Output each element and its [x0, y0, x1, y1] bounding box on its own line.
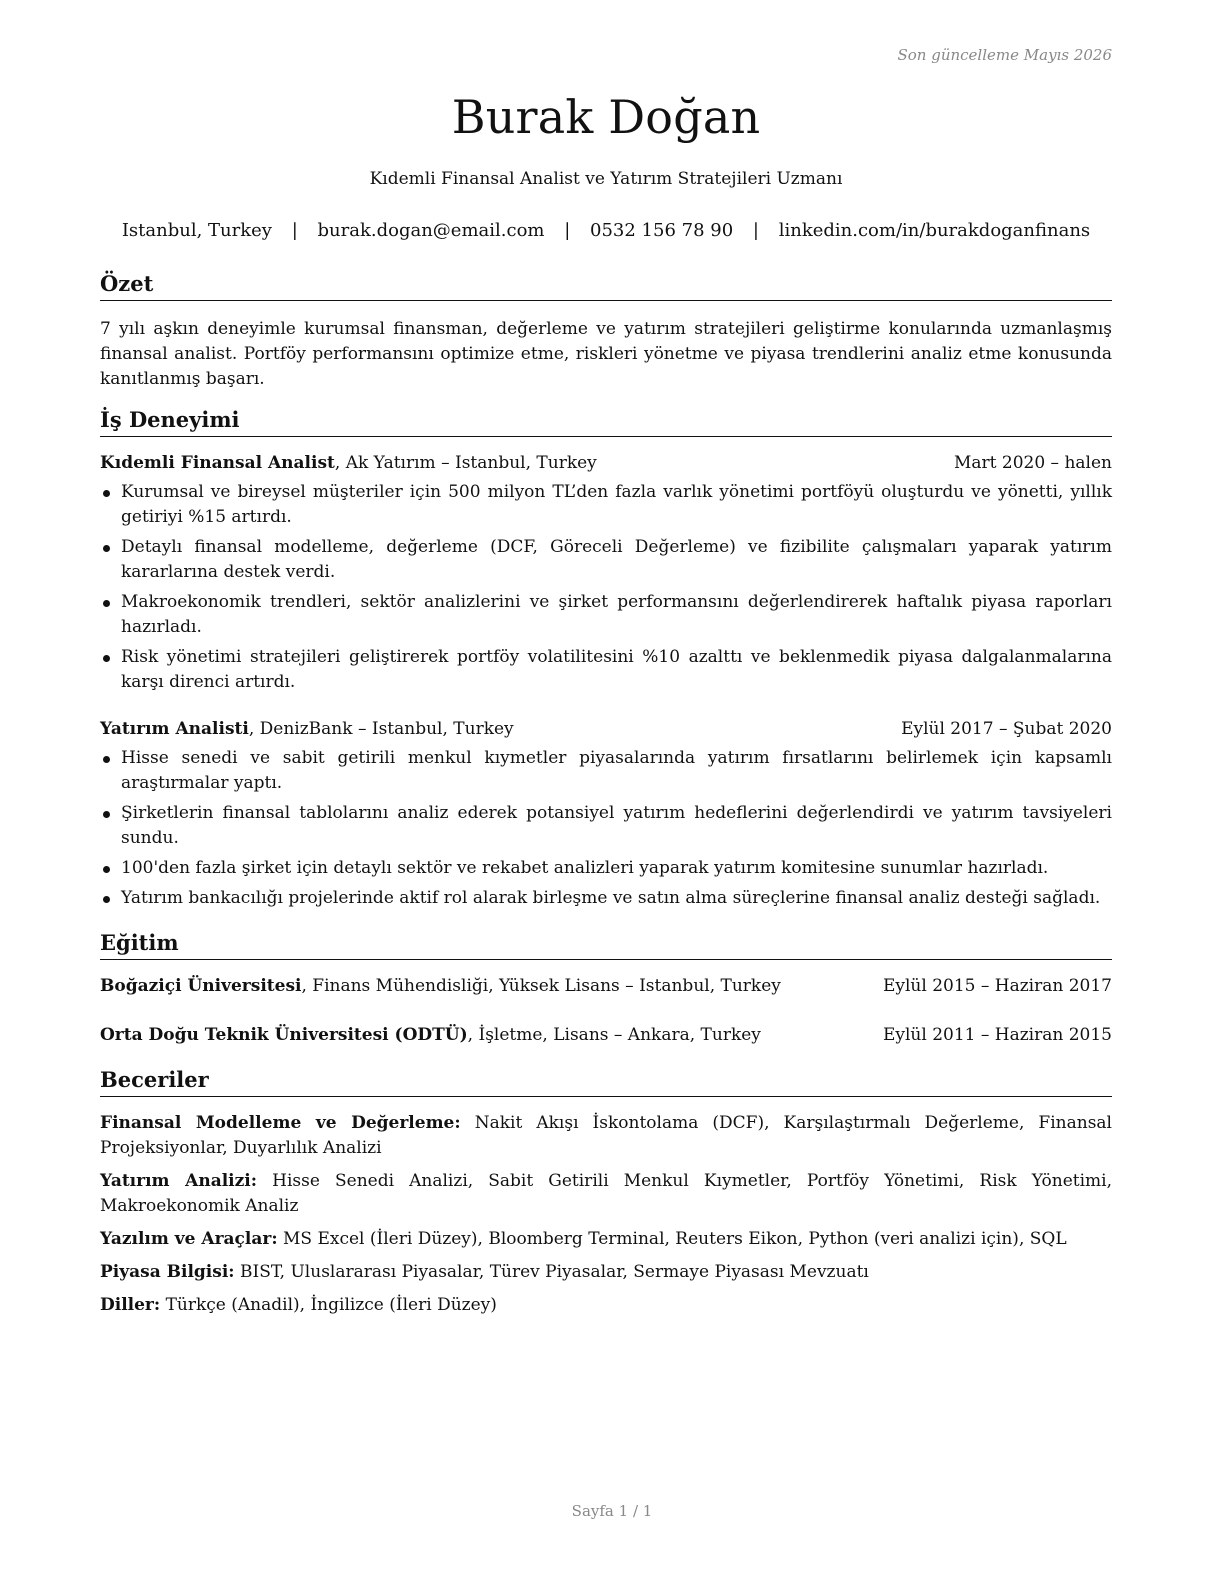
headline: Kıdemli Finansal Analist ve Yatırım Stratejileri Uzmanı: [369, 169, 843, 189]
job-title-line: [100, 717, 514, 742]
experience-section: [100, 406, 1112, 911]
education-dates: Eylül 2011 – Haziran 2015: [882, 1025, 1112, 1045]
education-dates: Eylül 2015 – Haziran 2017: [882, 976, 1112, 996]
skill-value: MS Excel (İleri Düzey), Bloomberg Terminal, Reuters Eikon, Python (veri analizi için), SQL: [277, 1229, 1067, 1249]
contact-separator: |: [564, 220, 571, 241]
job-company: , DenizBank – Istanbul, Turkey: [248, 719, 514, 739]
skill-value: BIST, Uluslararası Piyasalar, Türev Piyasalar, Sermaye Piyasası Mevzuatı: [234, 1262, 869, 1282]
skill-value: Hisse Senedi Analizi, Sabit Getirili Menkul Kıymetler, Portföy Yönetimi, Risk Yönetimi, Makroekonomik Analiz: [100, 1171, 1112, 1216]
skill-row: [100, 1111, 1112, 1161]
summary-section: [100, 270, 1112, 392]
skill-value: Nakit Akışı İskontolama (DCF), Karşılaştırmalı Değerleme, Finansal Projeksiyonlar, Duyarlılık Analizi: [100, 1113, 1112, 1158]
section-title-education: Eğitim: [100, 929, 1112, 960]
education-entry: [100, 1023, 1112, 1048]
skill-label: Piyasa Bilgisi:: [100, 1262, 235, 1282]
skill-label: Yazılım ve Araçlar:: [100, 1229, 278, 1249]
resume-content: [100, 270, 1112, 1318]
job-dates: Mart 2020 – halen: [953, 453, 1112, 473]
skill-label: Yatırım Analizi:: [100, 1171, 258, 1191]
section-title-summary: Özet: [100, 270, 1112, 301]
job-header: [100, 451, 1112, 476]
job-role: Kıdemli Finansal Analist: [100, 453, 335, 473]
skill-row: [100, 1227, 1112, 1252]
candidate-name: Burak Doğan: [451, 90, 761, 144]
job-title-line: [100, 451, 597, 476]
education-title-line: [100, 1023, 761, 1048]
contact-line: [100, 220, 1112, 241]
contact-email[interactable]: burak.dogan@email.com: [317, 220, 545, 241]
bullet-item: Hisse senedi ve sabit getirili menkul kıymetler piyasalarında yatırım fırsatlarını belirlemek için kapsamlı araştırmalar yaptı.: [100, 746, 1112, 796]
skill-row: [100, 1293, 1112, 1318]
skill-row: [100, 1260, 1112, 1285]
last-updated: Son güncelleme Mayıs 2026: [897, 46, 1112, 64]
education-section: [100, 929, 1112, 1048]
education-school: Orta Doğu Teknik Üniversitesi (ODTÜ): [100, 1025, 468, 1045]
skill-label: Finansal Modelleme ve Değerleme:: [100, 1113, 461, 1133]
skill-row: [100, 1169, 1112, 1219]
bullet-item: Yatırım bankacılığı projelerinde aktif rol alarak birleşme ve satın alma süreçlerine finansal analiz desteği sağladı.: [100, 886, 1112, 911]
summary-text: 7 yılı aşkın deneyimle kurumsal finansman, değerleme ve yatırım stratejileri geliştirme konularında uzmanlaşmış finansal analist. Portföy performansını optimize etme, riskleri yönetme ve piyasa trendlerini analiz etme konusunda kanıtlanmış başarı.: [100, 319, 1112, 389]
education-detail: , Finans Mühendisliği, Yüksek Lisans – Istanbul, Turkey: [301, 976, 781, 996]
education-school: Boğaziçi Üniversitesi: [100, 976, 302, 996]
section-title-experience: İş Deneyimi: [100, 406, 1112, 437]
education-entry: [100, 974, 1112, 999]
skill-value: Türkçe (Anadil), İngilizce (İleri Düzey): [160, 1295, 497, 1315]
bullet-item: Makroekonomik trendleri, sektör analizlerini ve şirket performansını değerlendirerek haftalık piyasa raporları hazırladı.: [100, 590, 1112, 640]
job-bullets: [100, 480, 1112, 695]
page-footer: Sayfa 1 / 1: [571, 1502, 653, 1520]
section-title-skills: Beceriler: [100, 1066, 1112, 1097]
bullet-item: Detaylı finansal modelleme, değerleme (DCF, Göreceli Değerleme) ve fizibilite çalışmaları yaparak yatırım kararlarına destek verdi.: [100, 535, 1112, 585]
job-entry: [100, 451, 1112, 695]
contact-location: Istanbul, Turkey: [121, 220, 272, 241]
skills-section: [100, 1066, 1112, 1318]
bullet-item: Şirketlerin finansal tablolarını analiz ederek potansiyel yatırım hedeflerini değerlendirdi ve yatırım tavsiyeleri sundu.: [100, 801, 1112, 851]
job-role: Yatırım Analisti: [100, 719, 249, 739]
job-header: [100, 717, 1112, 742]
bullet-item: Risk yönetimi stratejileri geliştirerek portföy volatilitesini %10 azalttı ve beklenmedik piyasa dalgalanmalarına karşı direnci artırdı.: [100, 645, 1112, 695]
contact-linkedin[interactable]: linkedin.com/in/burakdoganfinans: [778, 220, 1091, 241]
education-detail: , İşletme, Lisans – Ankara, Turkey: [467, 1025, 761, 1045]
education-title-line: [100, 974, 781, 999]
contact-phone[interactable]: 0532 156 78 90: [590, 220, 734, 241]
job-dates: Eylül 2017 – Şubat 2020: [901, 719, 1112, 739]
job-entry: [100, 717, 1112, 911]
bullet-item: Kurumsal ve bireysel müşteriler için 500 milyon TL’den fazla varlık yönetimi portföyü oluşturdu ve yönetti, yıllık getiriyi %15 artırdı.: [100, 480, 1112, 530]
contact-separator: |: [291, 220, 298, 241]
job-company: , Ak Yatırım – Istanbul, Turkey: [334, 453, 597, 473]
contact-separator: |: [752, 220, 759, 241]
skill-label: Diller:: [100, 1295, 161, 1315]
job-bullets: [100, 746, 1112, 911]
bullet-item: 100'den fazla şirket için detaylı sektör ve rekabet analizleri yaparak yatırım komitesine sunumlar hazırladı.: [100, 856, 1112, 881]
